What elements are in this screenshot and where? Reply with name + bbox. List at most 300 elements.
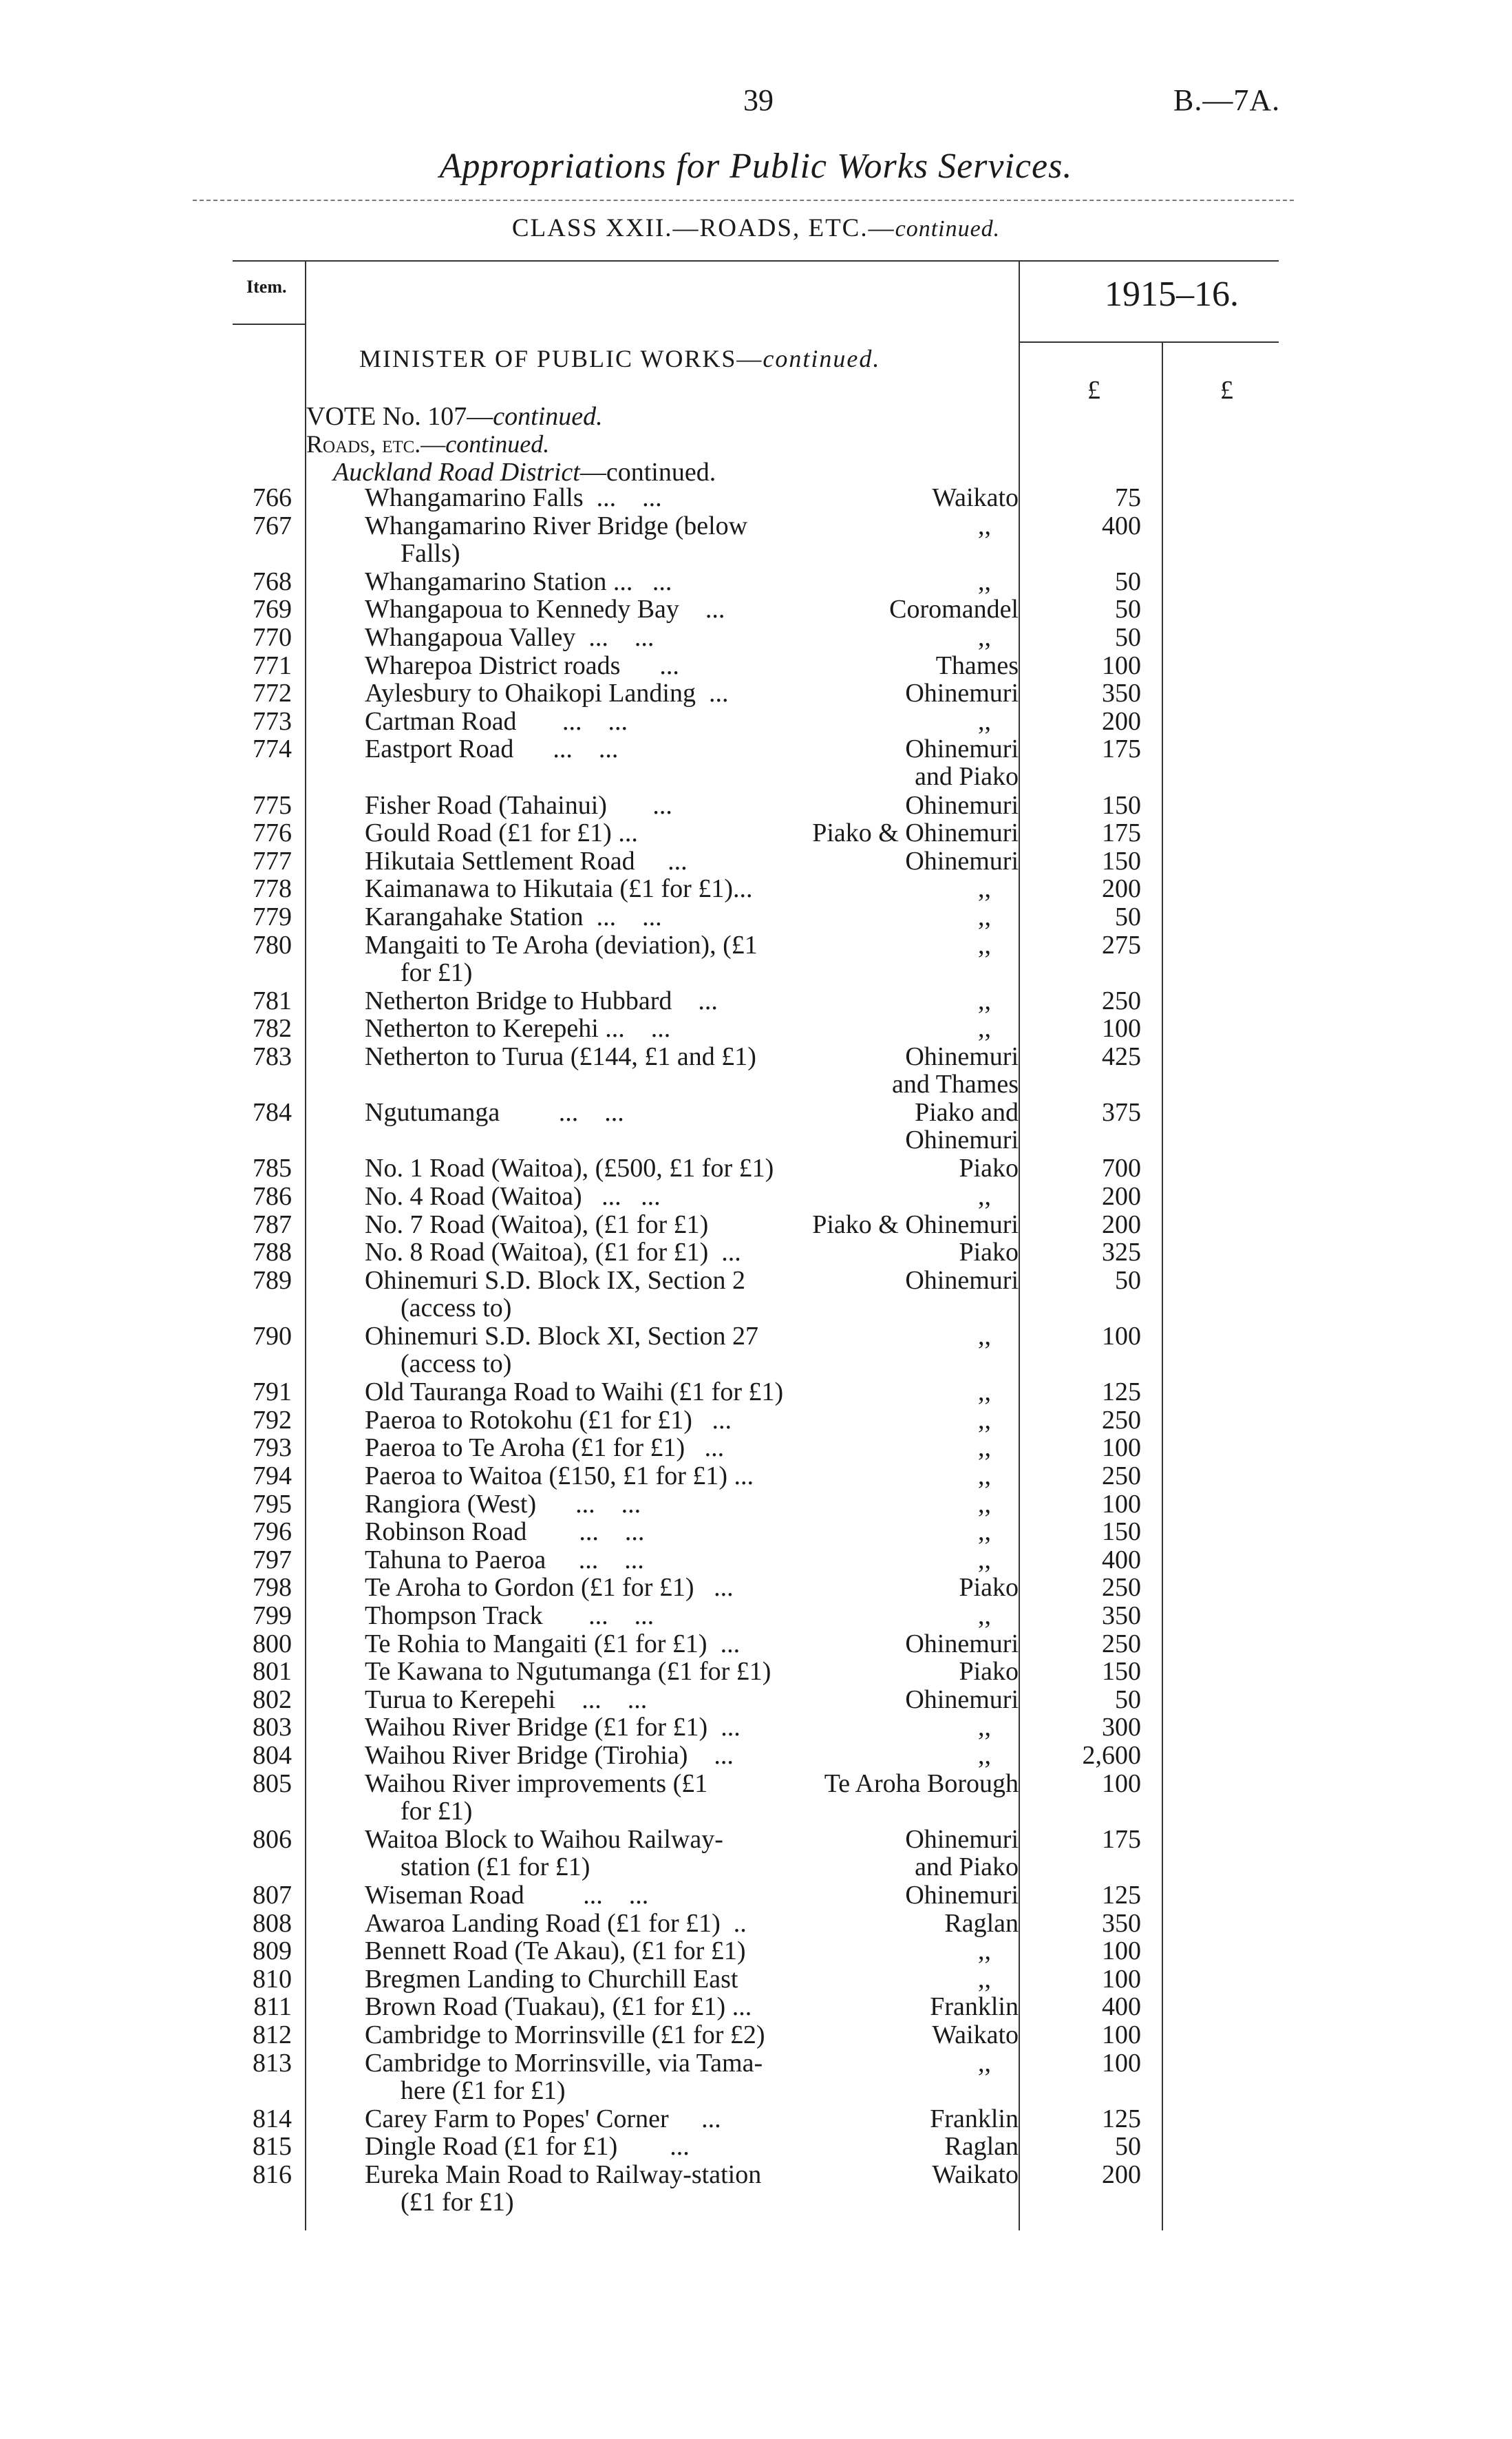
item-number: 807	[253, 1881, 292, 1910]
work-name	[365, 2133, 853, 2160]
electoral-district	[812, 1658, 1019, 1685]
work-name-line: Paeroa to Te Aroha (£1 for £1) ...	[365, 1433, 725, 1463]
work-name	[365, 1322, 853, 1377]
item-number: 803	[253, 1713, 292, 1742]
work-name-line: Te Rohia to Mangaiti (£1 for £1) ...	[365, 1629, 741, 1658]
work-name	[365, 652, 853, 679]
amount: 700	[1102, 1154, 1141, 1183]
amount: 50	[1115, 623, 1141, 652]
electoral-district	[812, 2105, 1019, 2133]
document-reference: B.—7A.	[1173, 83, 1281, 117]
electoral-district	[812, 652, 1019, 679]
item-number: 795	[253, 1489, 292, 1519]
district-line: ,,	[978, 1182, 991, 1211]
item-column-rule	[305, 262, 306, 2230]
district-line: Ohinemuri	[905, 735, 1019, 764]
electoral-district	[812, 847, 1019, 875]
district-line: ,,	[978, 1489, 991, 1519]
district-line: Ohinemuri	[905, 1824, 1019, 1854]
electoral-district	[812, 1602, 1019, 1629]
vote-heading-continued: continued.	[493, 402, 603, 431]
item-number: 788	[253, 1238, 292, 1267]
work-name	[365, 2049, 853, 2104]
electoral-district	[812, 1267, 1019, 1294]
electoral-district	[812, 1434, 1019, 1461]
electoral-district	[812, 624, 1019, 651]
work-name	[365, 1602, 853, 1629]
roads-subheading	[306, 430, 549, 458]
district-line: ,,	[978, 874, 991, 904]
district-line: ,,	[978, 1405, 991, 1435]
item-number: 801	[253, 1657, 292, 1687]
work-name-line: Waihou River improvements (£1	[365, 1768, 708, 1798]
work-name-line: Netherton to Kerepehi ... ...	[365, 1014, 671, 1044]
work-name	[365, 1518, 853, 1545]
electoral-district	[812, 819, 1019, 847]
work-name-line: Paeroa to Rotokohu (£1 for £1) ...	[365, 1405, 732, 1435]
work-name	[365, 1267, 853, 1322]
work-name-line: Whangamarino River Bridge (below	[365, 511, 748, 540]
amount: 150	[1102, 790, 1141, 820]
work-name	[365, 847, 853, 875]
electoral-district	[812, 875, 1019, 902]
work-name	[365, 512, 853, 567]
amount: 100	[1102, 651, 1141, 680]
amount: 100	[1102, 1768, 1141, 1798]
electoral-district	[812, 1574, 1019, 1601]
item-number: 799	[253, 1601, 292, 1630]
item-number: 792	[253, 1405, 292, 1435]
amount: 400	[1102, 1992, 1141, 2022]
vote-heading-main: VOTE No. 107—	[306, 402, 493, 431]
work-name	[365, 1546, 853, 1574]
electoral-district	[812, 1406, 1019, 1434]
work-name	[365, 903, 853, 931]
amount: 150	[1102, 1657, 1141, 1687]
work-name-line: Robinson Road ... ...	[365, 1517, 645, 1547]
district-line: ,,	[978, 706, 991, 736]
work-name-line: Old Tauranga Road to Waihi (£1 for £1)	[365, 1377, 784, 1407]
district-line: Ohinemuri	[905, 1126, 1019, 1155]
district-line: Raglan	[944, 1908, 1019, 1938]
work-name-line: Karangahake Station ... ...	[365, 902, 662, 931]
item-number: 793	[253, 1433, 292, 1463]
item-number: 776	[253, 819, 292, 848]
work-name	[365, 1211, 853, 1238]
district-line: ,,	[978, 1713, 991, 1742]
item-number: 808	[253, 1908, 292, 1938]
page-title: Appropriations for Public Works Services.	[439, 147, 1073, 186]
district-line: Franklin	[930, 1992, 1019, 2022]
work-name-line: Thompson Track ... ...	[365, 1601, 654, 1630]
amount: 400	[1102, 1545, 1141, 1574]
amount: 125	[1102, 2104, 1141, 2133]
amount: 125	[1102, 1377, 1141, 1407]
item-number: 815	[253, 2132, 292, 2162]
work-name	[365, 1462, 853, 1490]
work-name	[365, 624, 853, 651]
electoral-district	[812, 1770, 1019, 1797]
work-name-continuation: (access to)	[401, 1349, 512, 1378]
work-name	[365, 1826, 853, 1881]
electoral-district	[812, 1211, 1019, 1238]
district-line: ,,	[978, 1936, 991, 1966]
item-column-header: Item.	[246, 277, 287, 297]
district-line: Ohinemuri	[905, 1265, 1019, 1295]
electoral-district	[812, 1154, 1019, 1182]
district-line: and Piako	[915, 762, 1019, 792]
work-name-line: Eureka Main Road to Railway-station	[365, 2160, 762, 2189]
item-number: 767	[253, 511, 292, 540]
work-name-continuation: (£1 for £1)	[401, 2188, 514, 2217]
district-line: ,,	[978, 1964, 991, 1994]
electoral-district	[812, 1462, 1019, 1490]
work-name-line: Te Kawana to Ngutumanga (£1 for £1)	[365, 1657, 771, 1687]
work-name	[365, 568, 853, 595]
header-bottom-rule	[233, 324, 306, 325]
work-name	[365, 708, 853, 735]
work-name	[365, 875, 853, 902]
work-name-continuation: for £1)	[401, 958, 473, 987]
work-name-line: No. 4 Road (Waitoa) ... ...	[365, 1182, 661, 1211]
district-line: ,,	[978, 2048, 991, 2078]
amount: 200	[1102, 1182, 1141, 1211]
district-line: and Piako	[915, 1852, 1019, 1881]
work-name-line: Dingle Road (£1 for £1) ...	[365, 2132, 690, 2162]
work-name-line: Rangiora (West) ... ...	[365, 1489, 641, 1519]
work-name-line: Waihou River Bridge (Tirohia) ...	[365, 1741, 734, 1770]
work-name-line: Hikutaia Settlement Road ...	[365, 846, 688, 876]
work-name-line: No. 7 Road (Waitoa), (£1 for £1)	[365, 1210, 709, 1239]
item-number: 769	[253, 595, 292, 624]
district-line: ,,	[978, 1322, 991, 1351]
electoral-district	[812, 2161, 1019, 2188]
amount: 175	[1102, 819, 1141, 848]
district-line: ,,	[978, 1741, 991, 1770]
electoral-district	[812, 1183, 1019, 1210]
amount: 50	[1115, 1265, 1141, 1295]
work-name-line: Te Aroha to Gordon (£1 for £1) ...	[365, 1573, 734, 1603]
work-name	[365, 1015, 853, 1042]
item-number: 789	[253, 1265, 292, 1295]
work-name-line: Whangamarino Station ... ...	[365, 567, 672, 596]
work-name	[365, 1434, 853, 1461]
class-heading-main: CLASS XXII.—ROADS, ETC.—	[511, 214, 895, 242]
electoral-district	[812, 512, 1019, 540]
district-line: Piako and	[915, 1098, 1019, 1128]
item-number: 814	[253, 2104, 292, 2133]
work-name	[365, 1965, 853, 1993]
item-number: 770	[253, 623, 292, 652]
district-line: and Thames	[892, 1070, 1019, 1099]
item-number: 794	[253, 1461, 292, 1490]
item-number: 778	[253, 874, 292, 904]
work-name-line: Bregmen Landing to Churchill East	[365, 1964, 738, 1994]
electoral-district	[812, 1378, 1019, 1406]
item-number: 779	[253, 902, 292, 931]
year-header-rule	[1020, 341, 1279, 343]
district-line: Waikato	[932, 2020, 1019, 2049]
work-name-line: Gould Road (£1 for £1) ...	[365, 819, 638, 848]
work-name-line: Whangapoua to Kennedy Bay ...	[365, 595, 725, 624]
ministry-heading	[359, 344, 880, 373]
work-name	[365, 987, 853, 1015]
amount: 250	[1102, 1573, 1141, 1603]
electoral-district	[812, 1546, 1019, 1574]
item-number: 783	[253, 1042, 292, 1071]
electoral-district	[812, 1993, 1019, 2020]
electoral-district	[812, 1043, 1019, 1098]
district-line: ,,	[978, 567, 991, 596]
electoral-district	[812, 903, 1019, 931]
item-number: 772	[253, 679, 292, 708]
item-number: 811	[253, 1992, 292, 2022]
work-name	[365, 1770, 853, 1825]
vote-heading	[306, 401, 603, 432]
electoral-district	[812, 679, 1019, 707]
district-subheading-continued: —continued.	[579, 458, 716, 487]
district-line: ,,	[978, 1461, 991, 1490]
item-number: 774	[253, 735, 292, 764]
electoral-district	[812, 595, 1019, 623]
work-name	[365, 1881, 853, 1909]
work-name	[365, 1043, 853, 1070]
pound-sign-1: £	[1087, 376, 1100, 405]
district-line: Raglan	[944, 2132, 1019, 2162]
table-top-rule	[233, 260, 1279, 262]
electoral-district	[812, 1518, 1019, 1545]
item-number: 806	[253, 1824, 292, 1854]
work-name-line: Mangaiti to Te Aroha (deviation), (£1	[365, 930, 758, 960]
amount: 250	[1102, 986, 1141, 1015]
work-name	[365, 2021, 853, 2049]
item-number: 785	[253, 1154, 292, 1183]
work-name-line: Brown Road (Tuakau), (£1 for £1) ...	[365, 1992, 752, 2022]
work-name	[365, 484, 853, 511]
district-line: ,,	[978, 1601, 991, 1630]
electoral-district	[812, 2021, 1019, 2049]
district-line: Ohinemuri	[905, 1629, 1019, 1658]
amount: 100	[1102, 1964, 1141, 1994]
district-line: Waikato	[932, 483, 1019, 512]
district-line: Piako & Ohinemuri	[812, 819, 1019, 848]
work-name	[365, 1238, 853, 1266]
work-name	[365, 1742, 853, 1769]
work-name-continuation: here (£1 for £1)	[401, 2076, 566, 2105]
district-line: ,,	[978, 511, 991, 540]
item-number: 809	[253, 1936, 292, 1966]
amount: 100	[1102, 1014, 1141, 1044]
electoral-district	[812, 708, 1019, 735]
work-name	[365, 792, 853, 819]
electoral-district	[812, 792, 1019, 819]
item-number: 802	[253, 1685, 292, 1714]
work-name	[365, 1099, 853, 1126]
electoral-district	[812, 1015, 1019, 1042]
class-heading-continued: continued.	[895, 216, 1001, 242]
work-name-line: Ohinemuri S.D. Block XI, Section 27	[365, 1322, 759, 1351]
electoral-district	[812, 931, 1019, 959]
work-name-line: Cambridge to Morrinsville, via Tama-	[365, 2048, 763, 2078]
work-name	[365, 679, 853, 707]
electoral-district	[812, 1826, 1019, 1881]
district-line: ,,	[978, 986, 991, 1015]
amount: 175	[1102, 1824, 1141, 1854]
work-name	[365, 1378, 853, 1406]
district-line: Ohinemuri	[905, 846, 1019, 876]
electoral-district	[812, 1490, 1019, 1518]
work-name	[365, 1910, 853, 1937]
electoral-district	[812, 735, 1019, 790]
work-name	[365, 1406, 853, 1434]
electoral-district	[812, 1881, 1019, 1909]
electoral-district	[812, 1910, 1019, 1937]
district-line: Piako	[959, 1657, 1019, 1687]
amount: 425	[1102, 1042, 1141, 1071]
amount: 150	[1102, 846, 1141, 876]
item-number: 780	[253, 930, 292, 960]
electoral-district	[812, 2049, 1019, 2077]
work-name	[365, 1183, 853, 1210]
work-name-line: Netherton to Turua (£144, £1 and £1)	[365, 1042, 756, 1071]
class-heading	[0, 213, 1512, 243]
amount: 200	[1102, 2160, 1141, 2189]
work-name	[365, 1574, 853, 1601]
district-line: ,,	[978, 1517, 991, 1547]
district-line: Piako & Ohinemuri	[812, 1210, 1019, 1239]
pound-sign-2: £	[1220, 376, 1233, 405]
amount: 250	[1102, 1629, 1141, 1658]
item-number: 782	[253, 1014, 292, 1044]
amount: 50	[1115, 567, 1141, 596]
electoral-district	[812, 1965, 1019, 1993]
ministry-heading-continued: continued.	[763, 345, 881, 372]
item-number: 777	[253, 846, 292, 876]
year-column-header: 1915–16.	[1105, 275, 1239, 314]
item-number: 798	[253, 1573, 292, 1603]
item-number: 790	[253, 1322, 292, 1351]
work-name-line: Eastport Road ... ...	[365, 735, 619, 764]
item-number: 791	[253, 1377, 292, 1407]
item-number: 810	[253, 1964, 292, 1994]
work-name-continuation: (access to)	[401, 1293, 512, 1322]
electoral-district	[812, 1238, 1019, 1266]
electoral-district	[812, 1322, 1019, 1350]
amount: 200	[1102, 1210, 1141, 1239]
item-number: 768	[253, 567, 292, 596]
work-name-line: Aylesbury to Ohaikopi Landing ...	[365, 679, 729, 708]
amount: 50	[1115, 1685, 1141, 1714]
item-number: 797	[253, 1545, 292, 1574]
roads-subheading-main: Roads, etc.—	[306, 430, 446, 458]
item-number: 786	[253, 1182, 292, 1211]
ministry-heading-main: MINISTER OF PUBLIC WORKS—	[359, 345, 763, 372]
item-number: 816	[253, 2160, 292, 2189]
work-name-line: Tahuna to Paeroa ... ...	[365, 1545, 644, 1574]
district-line: Piako	[959, 1573, 1019, 1603]
work-name	[365, 1630, 853, 1658]
work-name	[365, 1154, 853, 1182]
work-name	[365, 2105, 853, 2133]
district-line: Piako	[959, 1238, 1019, 1267]
amount: 375	[1102, 1098, 1141, 1128]
roads-subheading-continued: continued.	[445, 430, 550, 458]
item-number: 784	[253, 1098, 292, 1128]
district-line: Thames	[935, 651, 1019, 680]
district-line: ,,	[978, 1545, 991, 1574]
amount: 100	[1102, 1322, 1141, 1351]
work-name-line: Cartman Road ... ...	[365, 706, 628, 736]
amount: 175	[1102, 735, 1141, 764]
work-name-line: Cambridge to Morrinsville (£1 for £2)	[365, 2020, 765, 2049]
item-number: 813	[253, 2048, 292, 2078]
amount: 50	[1115, 902, 1141, 931]
work-name	[365, 1490, 853, 1518]
district-line: Te Aroha Borough	[824, 1768, 1019, 1798]
electoral-district	[812, 2133, 1019, 2160]
amount: 250	[1102, 1461, 1141, 1490]
work-name-line: Whangamarino Falls ... ...	[365, 483, 662, 512]
work-name-continuation: station (£1 for £1)	[401, 1852, 590, 1881]
district-line: Piako	[959, 1154, 1019, 1183]
amount: 125	[1102, 1881, 1141, 1910]
district-line: Coromandel	[889, 595, 1019, 624]
district-subheading-main: Auckland Road District	[333, 458, 580, 487]
amount: 150	[1102, 1517, 1141, 1547]
district-line: Ohinemuri	[905, 679, 1019, 708]
work-name-line: Paeroa to Waitoa (£150, £1 for £1) ...	[365, 1461, 754, 1490]
item-number: 787	[253, 1210, 292, 1239]
district-line: ,,	[978, 1433, 991, 1463]
work-name	[365, 2161, 853, 2216]
amount: 300	[1102, 1713, 1141, 1742]
item-number: 771	[253, 651, 292, 680]
electoral-district	[812, 1099, 1019, 1154]
amount: 100	[1102, 1936, 1141, 1966]
amount: 50	[1115, 2132, 1141, 2162]
amount: 200	[1102, 706, 1141, 736]
district-line: ,,	[978, 902, 991, 931]
item-number: 775	[253, 790, 292, 820]
work-name-line: Fisher Road (Tahainui) ...	[365, 790, 672, 820]
amount: 200	[1102, 874, 1141, 904]
district-line: ,,	[978, 1377, 991, 1407]
work-name-line: Ohinemuri S.D. Block IX, Section 2	[365, 1265, 746, 1295]
work-name-line: Kaimanawa to Hikutaia (£1 for £1)...	[365, 874, 753, 904]
amount: 400	[1102, 511, 1141, 540]
district-line: Franklin	[930, 2104, 1019, 2133]
work-name-line: Netherton Bridge to Hubbard ...	[365, 986, 718, 1015]
item-number: 781	[253, 986, 292, 1015]
work-name-continuation: for £1)	[401, 1796, 473, 1826]
work-name	[365, 735, 853, 763]
amount: 50	[1115, 595, 1141, 624]
amount: 350	[1102, 679, 1141, 708]
work-name	[365, 595, 853, 623]
item-number: 805	[253, 1768, 292, 1798]
district-line: ,,	[978, 1014, 991, 1044]
amount: 350	[1102, 1601, 1141, 1630]
electoral-district	[812, 1713, 1019, 1741]
district-line: ,,	[978, 623, 991, 652]
district-line: Waikato	[932, 2160, 1019, 2189]
electoral-district	[812, 1742, 1019, 1769]
district-line: Ohinemuri	[905, 790, 1019, 820]
electoral-district	[812, 1686, 1019, 1713]
work-name-line: Waitoa Block to Waihou Railway-	[365, 1824, 723, 1854]
work-name-line: Wiseman Road ... ...	[365, 1881, 649, 1910]
work-name-line: Waihou River Bridge (£1 for £1) ...	[365, 1713, 741, 1742]
